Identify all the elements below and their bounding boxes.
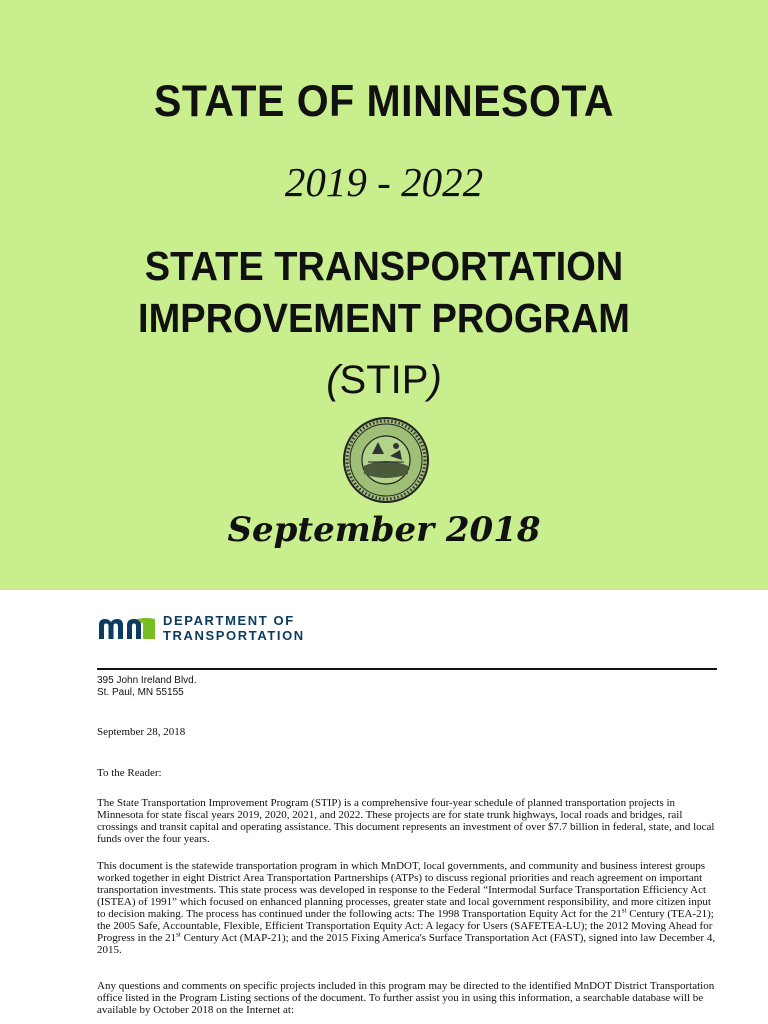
mndot-logo: [97, 613, 305, 643]
letter-paragraph-2: [97, 860, 717, 956]
letter-salutation: [97, 767, 717, 779]
letterhead-divider: [97, 668, 717, 670]
return-address: [97, 675, 197, 699]
paragraph-2-part-a: This document is the statewide transportation program in which MnDOT, local governments, and community and business interest groups worked together in eight District Area Transportation Partnerships (ATPs) to discuss regional priorities and reach agreement on important transportation investments. This state process was developed in response to the Federal “Intermodal Surface Transportation Efficiency Act (ISTEA) of 1991” which focused on enhanced planning processes, greater state and local government responsibility, and more citizen input to decision making. The process has continued under the following acts: The 1998 Transportation Equity Act for the 21: [97, 860, 711, 920]
ordinal-suffix-2: st: [176, 930, 181, 939]
paragraph-2-part-b: Century (TEA-21); the 2005 Safe, Accountable, Flexible, Efficient Transportation Equity Act: A legacy for Users (SAFETEA-LU); the 2012 Moving Ahead for Progress in the 21: [97, 908, 714, 944]
acronym-open-paren: (: [326, 358, 340, 402]
cover-state-title: STATE OF MINNESOTA: [154, 76, 614, 126]
mn-logo-icon: [97, 615, 157, 641]
letter-paragraph-3: [97, 980, 717, 1016]
letter-date: [97, 726, 717, 738]
paragraph-3-text: Any questions and comments on specific projects included in this program may be directed to the identified MnDOT District Transportation office listed in the Program Listing sections of the document. To further assist you in using this information, a searchable database will be available by October 2018 on the Internet at:: [97, 980, 715, 1016]
cover-program-title-line2: IMPROVEMENT PROGRAM: [138, 296, 630, 342]
cover-date: September 2018: [227, 510, 541, 550]
acronym-text: STIP: [339, 358, 429, 402]
address-line2: St. Paul, MN 55155: [97, 687, 184, 698]
paragraph-2-part-c: Century Act (MAP-21); and the 2015 Fixing America's Surface Transportation Act (FAST), signed into law December 4, 2015.: [97, 932, 716, 956]
letter-date-text: September 28, 2018: [97, 726, 186, 738]
logo-text-line2: TRANSPORTATION: [163, 628, 305, 643]
address-line1: 395 John Ireland Blvd.: [97, 675, 197, 686]
paragraph-2-text: [97, 860, 717, 956]
ordinal-suffix-1: st: [621, 906, 627, 915]
cover-years: 2019 - 2022: [284, 159, 484, 205]
letter-paragraph-1: [97, 797, 717, 845]
logo-text-line1: DEPARTMENT OF: [163, 613, 295, 628]
cover-acronym: [0, 358, 768, 403]
state-seal-icon: [342, 416, 430, 504]
cover-program-title-line1: STATE TRANSPORTATION: [144, 244, 624, 290]
acronym-close-paren: ): [428, 358, 442, 402]
paragraph-1-text: The State Transportation Improvement Program (STIP) is a comprehensive four-year schedule of planned transportation projects in Minnesota for state fiscal years 2019, 2020, 2021, and 2022. These projects are for state trunk highways, local roads and bridges, rail crossings and transit capital and operating assistance. This document represents an investment of over $7.7 billion in federal, state, and local funds over the four years.: [97, 797, 715, 845]
logo-wordmark: [163, 613, 305, 643]
salutation-text: To the Reader:: [97, 767, 162, 779]
